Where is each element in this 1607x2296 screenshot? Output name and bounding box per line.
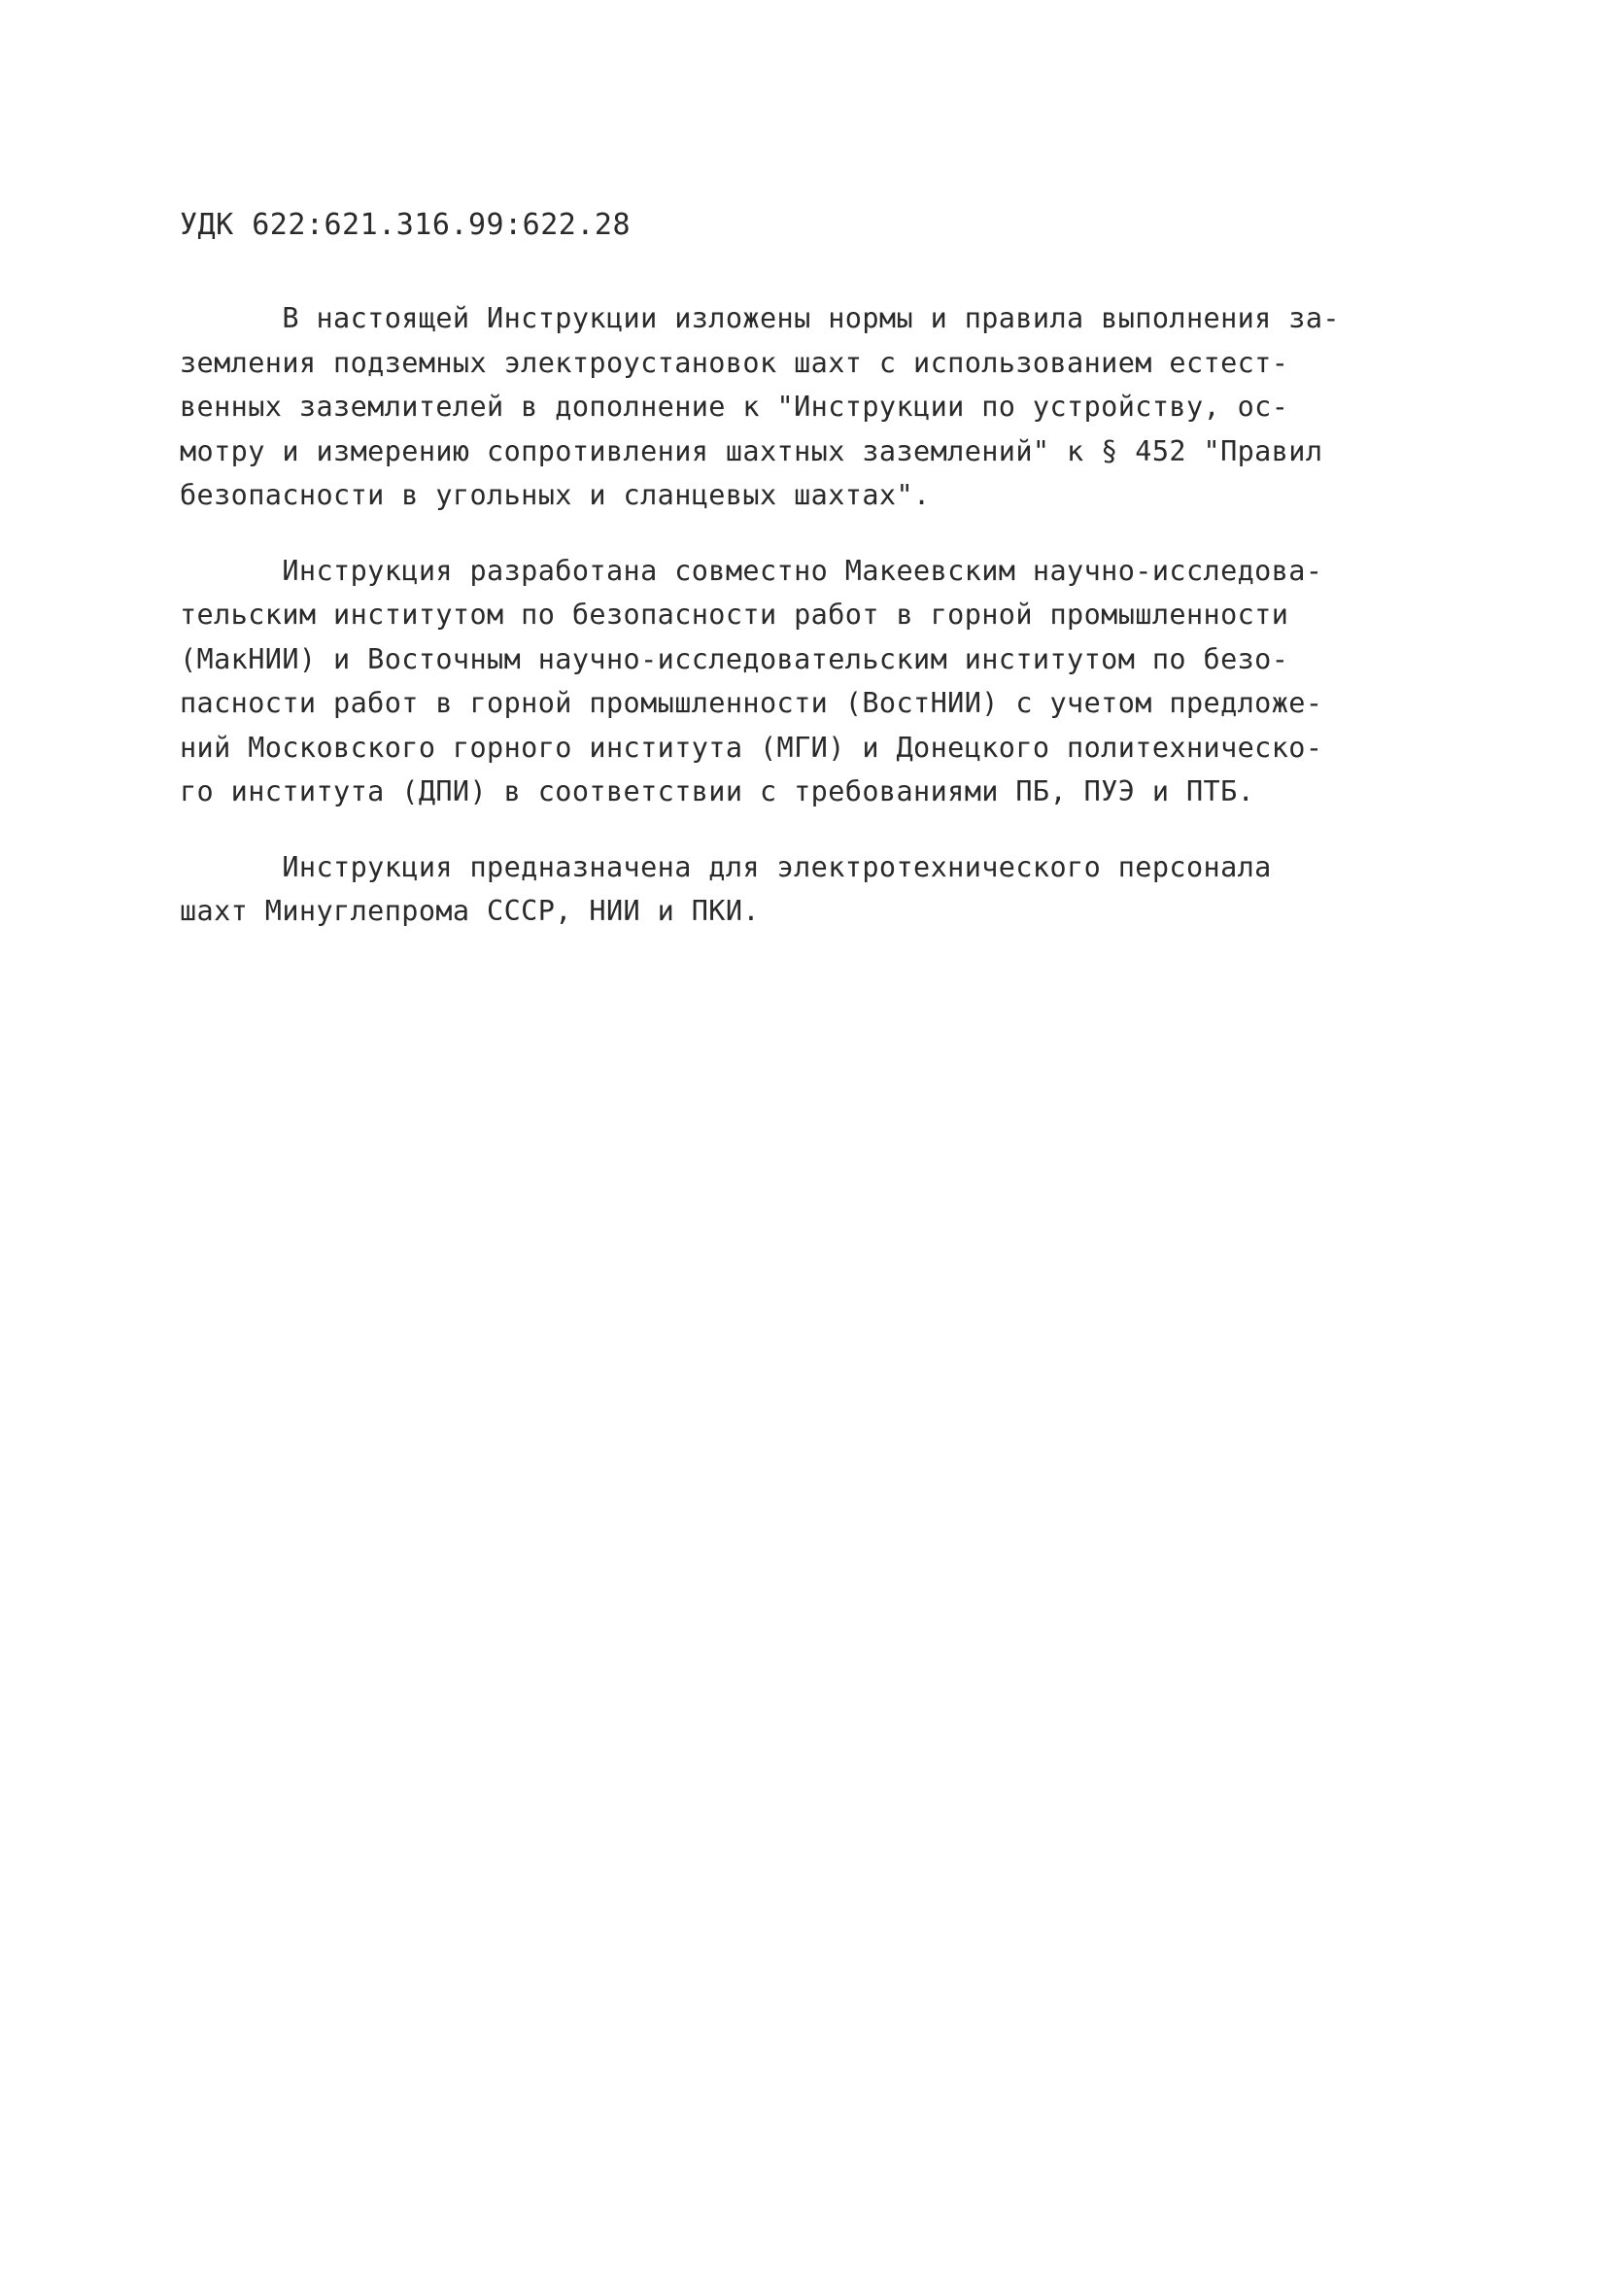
text-line: Инструкция предназначена для электротехнического персонала: [180, 850, 1272, 883]
text-line: земления подземных электроустановок шахт с использованием естест-: [180, 346, 1289, 379]
text-line: пасности работ в горной промышленности (ВостНИИ) с учетом предложе-: [180, 687, 1323, 719]
paragraph-developers: [180, 549, 1433, 814]
text-line: Инструкция разработана совместно Макеевским научно-исследова-: [180, 554, 1323, 587]
text-line: го института (ДПИ) в соответствии с требованиями ПБ, ПУЭ и ПТБ.: [180, 775, 1255, 807]
text-line: мотру и измерению сопротивления шахтных заземлений" к § 452 "Правил: [180, 434, 1323, 467]
paragraph-audience: [180, 845, 1433, 934]
text-line: шахт Минуглепрома СССР, НИИ и ПКИ.: [180, 895, 760, 927]
body-text: [180, 296, 1433, 965]
text-line: тельским институтом по безопасности работ в горной промышленности: [180, 599, 1289, 631]
text-line: (МакНИИ) и Восточным научно-исследовательским институтом по безо-: [180, 642, 1289, 675]
paragraph-intro: [180, 296, 1433, 518]
text-line: безопасности в угольных и сланцевых шахтах".: [180, 479, 931, 511]
text-line: ний Московского горного института (МГИ) и Донецкого политехническо-: [180, 731, 1323, 764]
text-line: венных заземлителей в дополнение к "Инструкции по устройству, ос-: [180, 391, 1289, 423]
text-line: В настоящей Инструкции изложены нормы и правила выполнения за-: [180, 302, 1340, 334]
udk-code: УДК 622:621.316.99:622.28: [180, 208, 632, 242]
